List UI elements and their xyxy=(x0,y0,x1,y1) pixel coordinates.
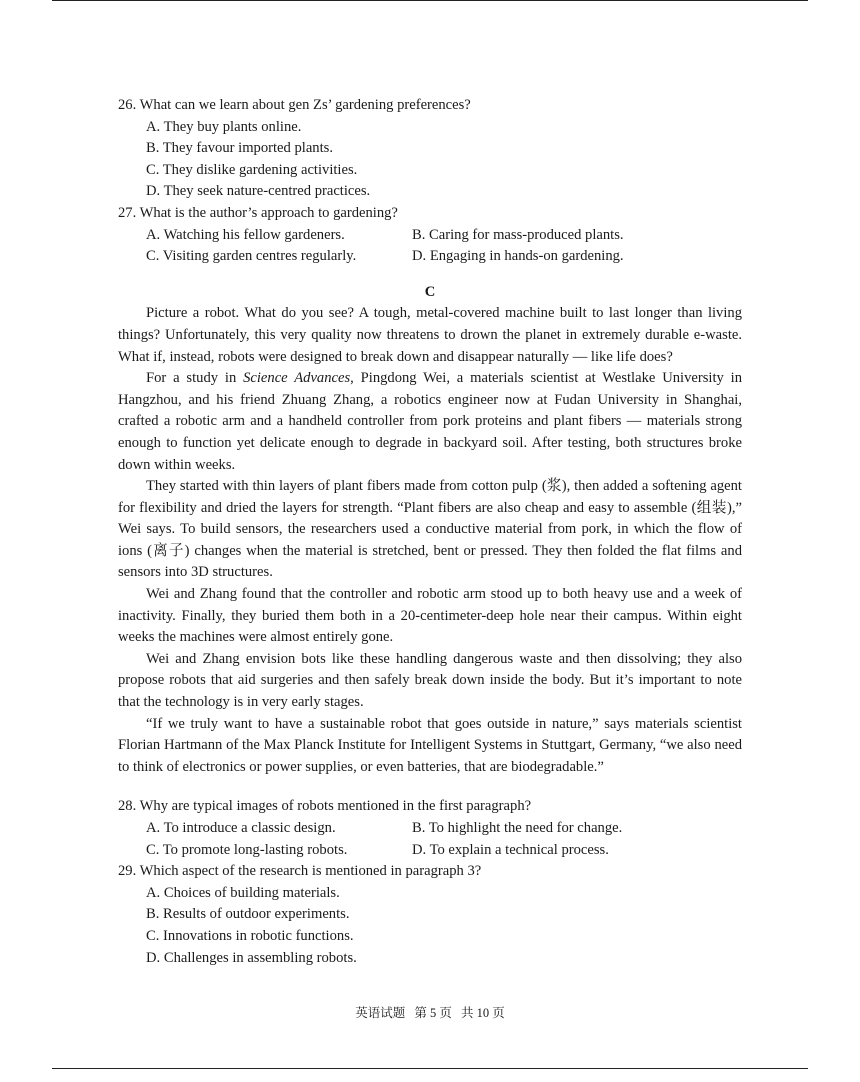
option-a: A. To introduce a classic design. xyxy=(146,820,336,836)
option-d: D. Engaging in hands-on gardening. xyxy=(412,248,624,265)
question-stem: 28. Why are typical images of robots mentioned in the first paragraph? xyxy=(118,798,532,815)
option-d: D. To explain a technical process. xyxy=(412,841,609,858)
option-a: A. They buy plants online. xyxy=(146,118,302,135)
option-d: D. Challenges in assembling robots. xyxy=(146,949,357,966)
paragraph-2 xyxy=(118,368,742,476)
section-title: C xyxy=(424,283,436,300)
passage-c xyxy=(118,282,742,779)
option-b: B. Caring for mass-produced plants. xyxy=(412,226,624,243)
question-29 xyxy=(118,861,742,969)
option-row xyxy=(118,246,742,268)
top-rule xyxy=(52,0,808,1)
question-28 xyxy=(118,796,742,861)
bottom-rule xyxy=(52,1068,808,1069)
exam-page xyxy=(118,95,742,969)
question-27 xyxy=(118,203,742,268)
option-c: C. They dislike gardening activities. xyxy=(146,161,358,178)
footer-page-number: 第 5 页 xyxy=(414,1006,452,1020)
question-26 xyxy=(118,95,742,203)
option-c: C. To promote long-lasting robots. xyxy=(146,841,348,858)
option-row xyxy=(118,840,742,862)
journal-name: Science Advances xyxy=(243,370,351,387)
option-b: B. To highlight the need for change. xyxy=(412,820,623,836)
option-d: D. They seek nature-centred practices. xyxy=(146,183,371,200)
option-c: C. Visiting garden centres regularly. xyxy=(146,248,357,265)
paragraph-2-body: , Pingdong Wei, a materials scientist at Westlake University in Hangzhou, and his friend Zhuang Zhang, a robotics engineer now at Fudan University in Shanghai, crafted a robotic arm and a handheld controller from pork proteins and plant fibers — materials strong enough to function yet delicate enough to degrade in backyard soil. After testing, both structures broke down within weeks. xyxy=(118,370,742,473)
question-stem: 26. What can we learn about gen Zs’ gardening preferences? xyxy=(118,97,471,113)
paragraph-2-lead: For a study in xyxy=(146,370,244,387)
option-row xyxy=(118,818,742,840)
paragraph-5: Wei and Zhang envision bots like these handling dangerous waste and then dissolving; they also propose robots that aid surgeries and then safely break down inside the body. But it’s important to note that the technology is in very early stages. xyxy=(118,650,742,711)
paragraph-3: They started with thin layers of plant fibers made from cotton pulp (浆), then added a softening agent for flexibility and dried the layers for strength. “Plant fibers are also cheap and easy to assemble (组装),” Wei says. To build sensors, the researchers used a conductive material from pork, in which the flow of ions (离子) changes when the material is stretched, bent or pressed. They then folded the flat films and sensors into 3D structures. xyxy=(118,478,742,581)
paragraph-4: Wei and Zhang found that the controller and robotic arm stood up to both heavy use and a week of inactivity. Finally, they buried them both in a 20-centimeter-deep hole near their campus. Within eight weeks the machines were almost entirely gone. xyxy=(118,586,742,646)
footer-total-pages: 共 10 页 xyxy=(461,1006,505,1020)
footer-subject: 英语试题 xyxy=(355,1006,406,1020)
option-a: A. Choices of building materials. xyxy=(146,884,340,901)
page-footer xyxy=(0,1003,860,1021)
paragraph-1: Picture a robot. What do you see? A tough, metal-covered machine built to last longer than living things? Unfortunately, this very quality now threatens to drown the planet in extremely durable e-waste. What if, instead, robots were designed to break down and disappear naturally — like life does? xyxy=(118,305,742,365)
spacer xyxy=(118,778,742,796)
option-row xyxy=(118,225,742,247)
question-stem: 29. Which aspect of the research is mentioned in paragraph 3? xyxy=(118,863,482,880)
question-stem: 27. What is the author’s approach to gardening? xyxy=(118,204,398,221)
option-c: C. Innovations in robotic functions. xyxy=(146,927,354,944)
option-a: A. Watching his fellow gardeners. xyxy=(146,226,345,243)
option-b: B. Results of outdoor experiments. xyxy=(146,906,350,923)
paragraph-6: “If we truly want to have a sustainable robot that goes outside in nature,” says materials scientist Florian Hartmann of the Max Planck Institute for Intelligent Systems in Stuttgart, Germany, “we also need to think of electronics or power supplies, or even batteries, that are biodegradable.” xyxy=(118,715,742,775)
option-b: B. They favour imported plants. xyxy=(146,140,333,157)
